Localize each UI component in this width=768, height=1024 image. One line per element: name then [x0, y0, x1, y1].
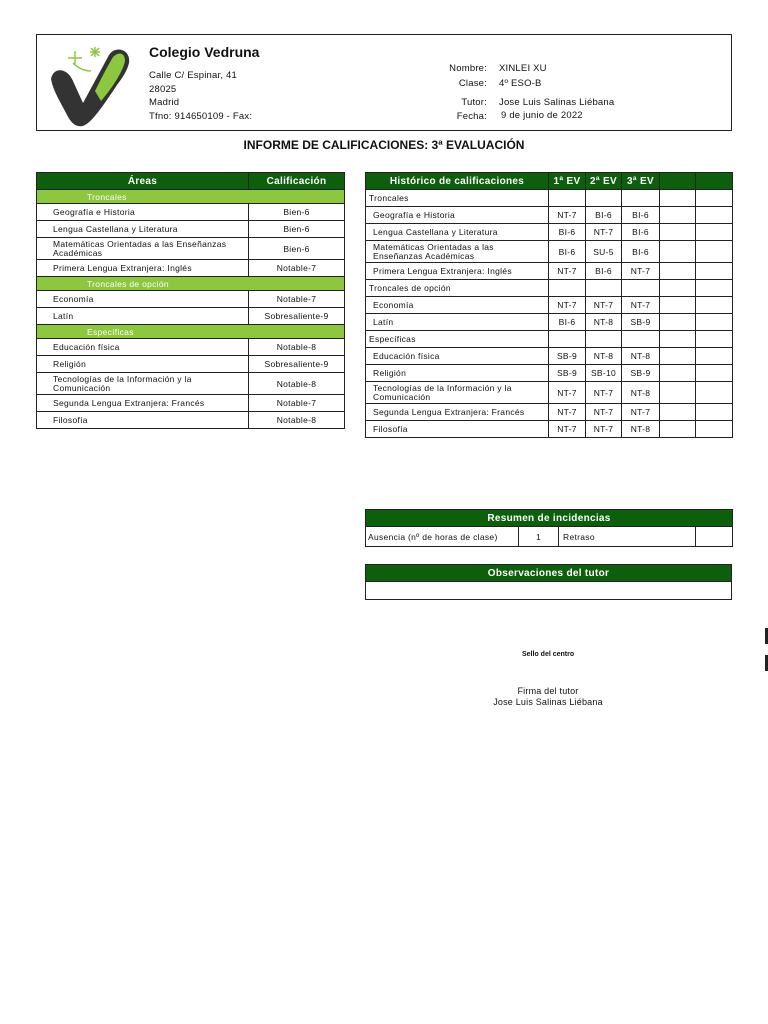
- empty-cell: [696, 224, 733, 241]
- subject-name: Lengua Castellana y Literatura: [37, 221, 249, 238]
- subject-name: Primera Lengua Extranjera: Inglés: [366, 263, 549, 280]
- table-row: [366, 297, 733, 314]
- empty-cell: [586, 280, 622, 297]
- empty-cell: [660, 297, 696, 314]
- empty-cell: [660, 263, 696, 280]
- subject-grade: Notable-8: [249, 412, 345, 429]
- subject-grade: Notable-8: [249, 339, 345, 356]
- grades-table: [36, 172, 345, 429]
- vedruna-logo-icon: [45, 41, 131, 129]
- ev-grade: NT-7: [549, 382, 586, 404]
- empty-cell: [660, 382, 696, 404]
- table-row: [37, 412, 345, 429]
- table-row: [366, 404, 733, 421]
- subject-name: Tecnologías de la Información y la Comunicación: [37, 373, 249, 395]
- subject-name: Primera Lengua Extranjera: Inglés: [37, 260, 249, 277]
- ev-grade: NT-7: [586, 421, 622, 438]
- section-row: [366, 190, 733, 207]
- tutor-label: Tutor:: [461, 97, 487, 108]
- empty-cell: [660, 224, 696, 241]
- fecha-value: 9 de junio de 2022: [501, 110, 583, 121]
- empty-cell: [622, 190, 660, 207]
- ev-grade: NT-7: [549, 297, 586, 314]
- nombre-label: Nombre:: [449, 63, 487, 74]
- ev-grade: NT-7: [549, 263, 586, 280]
- table-row: [366, 241, 733, 263]
- subject-name: Latín: [37, 308, 249, 325]
- table-row: [366, 348, 733, 365]
- school-phone-fax: Tfno: 914650109 - Fax:: [149, 111, 253, 122]
- table-row: [37, 260, 345, 277]
- ev-grade: NT-7: [586, 297, 622, 314]
- empty-cell: [696, 190, 733, 207]
- empty-cell: [696, 263, 733, 280]
- empty-cell: [660, 207, 696, 224]
- table-row: [37, 204, 345, 221]
- ev-grade: NT-8: [622, 382, 660, 404]
- table-row: [37, 291, 345, 308]
- section-row: [37, 190, 345, 204]
- observaciones-title: Observaciones del tutor: [366, 565, 732, 582]
- section-name: Específicas: [366, 331, 549, 348]
- subject-grade: Notable-8: [249, 373, 345, 395]
- school-header: [36, 34, 732, 131]
- empty-cell: [696, 241, 733, 263]
- empty-cell: [549, 190, 586, 207]
- ev-grade: SU-5: [586, 241, 622, 263]
- table-row: [37, 395, 345, 412]
- subject-grade: Notable-7: [249, 260, 345, 277]
- firma-label: Firma del tutor: [517, 686, 579, 696]
- section-row: [37, 325, 345, 339]
- empty-cell: [660, 241, 696, 263]
- ev-grade: NT-7: [622, 263, 660, 280]
- observaciones-content: [366, 582, 732, 600]
- nombre-value: XINLEI XU: [499, 63, 547, 74]
- empty-cell: [696, 421, 733, 438]
- subject-name: Segunda Lengua Extranjera: Francés: [37, 395, 249, 412]
- subject-name: Segunda Lengua Extranjera: Francés: [366, 404, 549, 421]
- subject-grade: Bien-6: [249, 204, 345, 221]
- ev-grade: BI-6: [549, 224, 586, 241]
- empty-cell: [660, 421, 696, 438]
- col-ev3: 3ª EV: [622, 173, 660, 190]
- history-table: [365, 172, 733, 438]
- school-postal-code: 28025: [149, 84, 177, 95]
- table-row: [366, 365, 733, 382]
- empty-cell: [622, 331, 660, 348]
- empty-cell: [696, 348, 733, 365]
- ev-grade: NT-7: [549, 207, 586, 224]
- ev-grade: BI-6: [586, 263, 622, 280]
- ev-grade: SB-9: [549, 348, 586, 365]
- ev-grade: SB-9: [549, 365, 586, 382]
- subject-grade: Notable-7: [249, 395, 345, 412]
- ev-grade: NT-8: [622, 348, 660, 365]
- school-city: Madrid: [149, 97, 180, 108]
- section-name: Troncales: [37, 190, 345, 204]
- incidencias-type: Retraso: [559, 527, 696, 547]
- ev-grade: SB-9: [622, 365, 660, 382]
- subject-name: Educación física: [366, 348, 549, 365]
- table-row: [37, 356, 345, 373]
- table-row: [366, 421, 733, 438]
- table-row: [366, 207, 733, 224]
- ev-grade: BI-6: [586, 207, 622, 224]
- school-name: Colegio Vedruna: [149, 44, 260, 60]
- ev-grade: NT-7: [622, 297, 660, 314]
- ev-grade: SB-9: [622, 314, 660, 331]
- observaciones-table: [365, 564, 732, 600]
- ev-grade: NT-8: [586, 314, 622, 331]
- tutor-value: Jose Luis Salinas Liébana: [499, 97, 615, 108]
- ev-grade: NT-8: [586, 348, 622, 365]
- subject-name: Economía: [366, 297, 549, 314]
- ev-grade: NT-7: [586, 382, 622, 404]
- table-row: [366, 263, 733, 280]
- section-name: Troncales de opción: [366, 280, 549, 297]
- incidencias-count: 1: [519, 527, 559, 547]
- subject-name: Lengua Castellana y Literatura: [366, 224, 549, 241]
- ev-grade: NT-7: [549, 421, 586, 438]
- subject-name: Tecnologías de la Información y la Comunicación: [366, 382, 549, 404]
- incidencias-empty: [696, 527, 733, 547]
- table-row: [366, 314, 733, 331]
- section-name: Troncales de opción: [37, 277, 345, 291]
- section-row: [366, 331, 733, 348]
- empty-cell: [549, 331, 586, 348]
- subject-name: Latín: [366, 314, 549, 331]
- ev-grade: NT-7: [586, 404, 622, 421]
- empty-cell: [586, 331, 622, 348]
- subject-grade: Notable-7: [249, 291, 345, 308]
- table-row: [37, 339, 345, 356]
- empty-cell: [696, 314, 733, 331]
- empty-cell: [660, 404, 696, 421]
- subject-name: Matemáticas Orientadas a las Enseñanzas Académicas: [37, 238, 249, 260]
- subject-name: Geografía e Historia: [37, 204, 249, 221]
- sello-centro: Sello del centro: [522, 651, 575, 658]
- empty-cell: [696, 404, 733, 421]
- subject-name: Economía: [37, 291, 249, 308]
- col-ev1: 1ª EV: [549, 173, 586, 190]
- section-name: Troncales: [366, 190, 549, 207]
- subject-name: Matemáticas Orientadas a las Enseñanzas Académicas: [366, 241, 549, 263]
- table-row: [37, 373, 345, 395]
- table-row: [366, 382, 733, 404]
- empty-cell: [696, 365, 733, 382]
- empty-cell: [696, 207, 733, 224]
- empty-cell: [660, 190, 696, 207]
- section-row: [366, 280, 733, 297]
- subject-grade: Sobresaliente-9: [249, 356, 345, 373]
- report-title: INFORME DE CALIFICACIONES: 3ª EVALUACIÓN: [243, 138, 525, 152]
- empty-cell: [660, 280, 696, 297]
- ev-grade: NT-8: [622, 421, 660, 438]
- incidencias-label: Ausencia (nº de horas de clase): [366, 527, 519, 547]
- subject-name: Religión: [366, 365, 549, 382]
- subject-grade: Sobresaliente-9: [249, 308, 345, 325]
- empty-cell: [696, 297, 733, 314]
- ev-grade: NT-7: [622, 404, 660, 421]
- empty-cell: [696, 280, 733, 297]
- col-calificacion: Calificación: [249, 173, 345, 190]
- empty-cell: [586, 190, 622, 207]
- col-empty-1: [660, 173, 696, 190]
- ev-grade: BI-6: [622, 224, 660, 241]
- ev-grade: NT-7: [586, 224, 622, 241]
- ev-grade: SB-10: [586, 365, 622, 382]
- col-ev2: 2ª EV: [586, 173, 622, 190]
- col-areas: Áreas: [37, 173, 249, 190]
- ev-grade: BI-6: [549, 314, 586, 331]
- empty-cell: [696, 382, 733, 404]
- empty-cell: [549, 280, 586, 297]
- ev-grade: BI-6: [549, 241, 586, 263]
- empty-cell: [696, 331, 733, 348]
- subject-name: Educación física: [37, 339, 249, 356]
- subject-grade: Bien-6: [249, 221, 345, 238]
- clase-label: Clase:: [458, 78, 487, 89]
- table-row: [37, 221, 345, 238]
- history-title: Histórico de calificaciones: [366, 173, 549, 190]
- subject-name: Geografía e Historia: [366, 207, 549, 224]
- fecha-label: Fecha:: [456, 111, 487, 122]
- incidencias-table: [365, 509, 733, 547]
- section-row: [37, 277, 345, 291]
- table-row: [366, 224, 733, 241]
- clase-value: 4º ESO-B: [499, 78, 542, 89]
- ev-grade: NT-7: [549, 404, 586, 421]
- subject-name: Filosofía: [37, 412, 249, 429]
- empty-cell: [660, 314, 696, 331]
- firma-name: Jose Luis Salinas Liébana: [493, 697, 603, 707]
- subject-name: Filosofía: [366, 421, 549, 438]
- subject-grade: Bien-6: [249, 238, 345, 260]
- ev-grade: BI-6: [622, 241, 660, 263]
- incidencias-title: Resumen de incidencias: [366, 510, 733, 527]
- school-address: Calle C/ Espinar, 41: [149, 70, 237, 81]
- empty-cell: [660, 365, 696, 382]
- empty-cell: [660, 348, 696, 365]
- empty-cell: [622, 280, 660, 297]
- table-row: [37, 238, 345, 260]
- section-name: Específicas: [37, 325, 345, 339]
- table-row: [37, 308, 345, 325]
- empty-cell: [660, 331, 696, 348]
- subject-name: Religión: [37, 356, 249, 373]
- ev-grade: BI-6: [622, 207, 660, 224]
- col-empty-2: [696, 173, 733, 190]
